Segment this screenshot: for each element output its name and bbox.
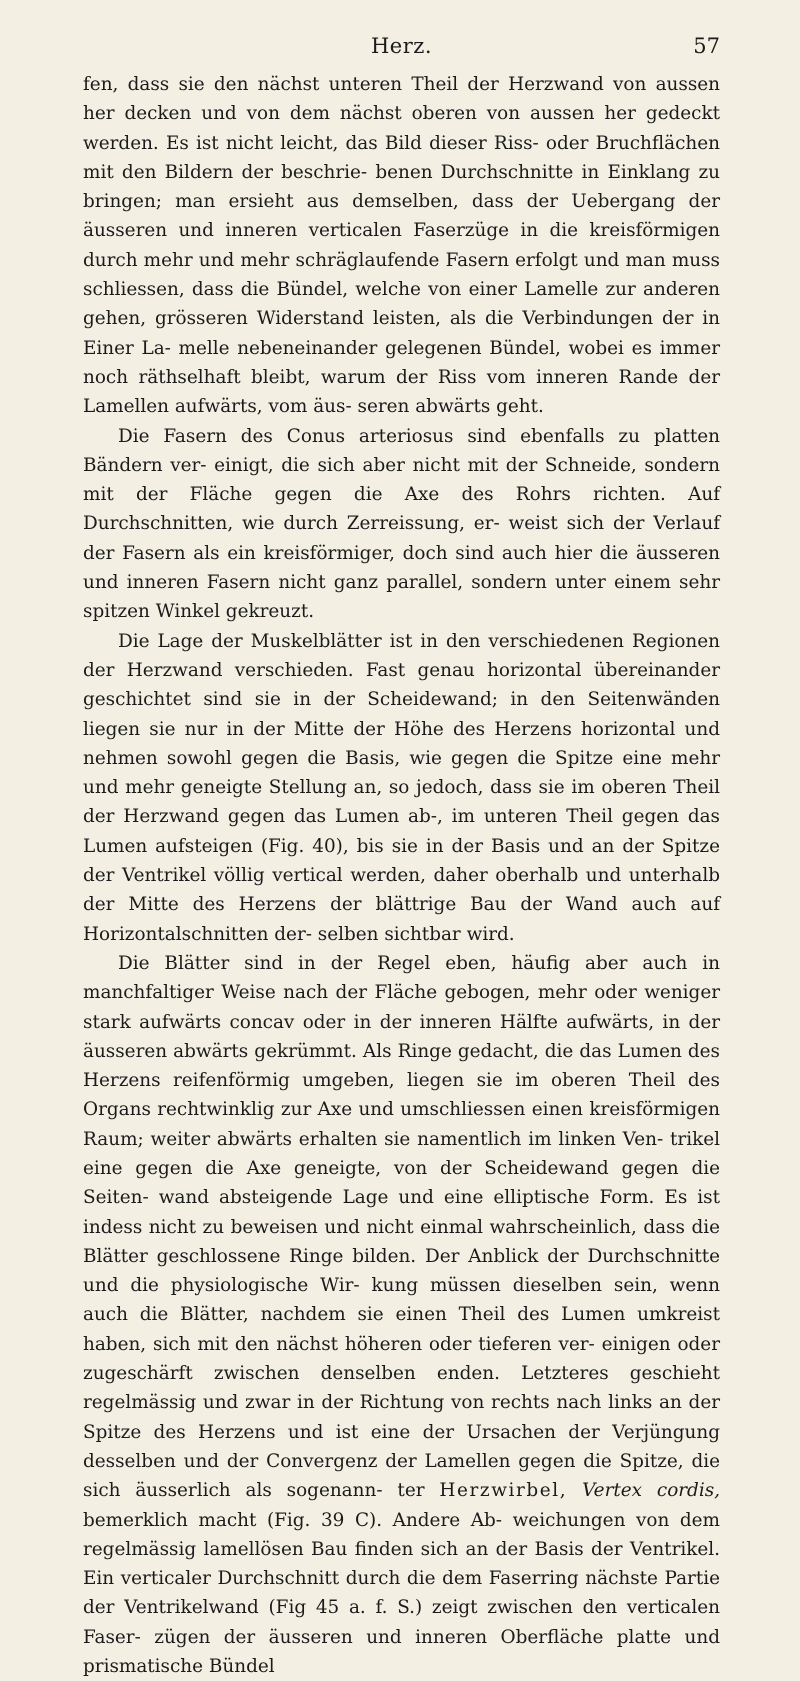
paragraph-continuation: fen, dass sie den nächst unteren Theil der Herzwand von aussen her decken und von dem nächst oberen von aussen her gedeckt werden. Es ist nicht leicht, das Bild dieser Riss- oder Bruchflächen mit den Bildern der beschrie- benen Durchschnitte in Einklang zu bringen; man ersieht aus demselben, dass der Uebergang der äusseren und inneren verticalen Faserzüge in die kreisförmigen durch mehr und mehr schräglaufende Fasern erfolgt und man muss schliessen, dass die Bündel, welche von einer Lamelle zur anderen gehen, grösseren Widerstand leisten, als die Verbindungen der in Einer La- melle nebeneinander gelegenen Bündel, wobei es immer noch räthselhaft bleibt, warum der Riss vom inneren Rande der Lamellen aufwärts, vom äus- seren abwärts geht. [83, 74, 720, 418]
running-title: Herz. [370, 34, 433, 58]
body-text [83, 70, 720, 1681]
paragraph-muskelblaetter-lage: Die Lage der Muskelblätter ist in den verschiedenen Regionen der Herzwand verschieden. Fast genau horizontal übereinander geschichtet sind sie in der Scheidewand; in den Seitenwänden liegen sie nur in der Mitte der Höhe des Herzens horizontal und nehmen sowohl gegen die Basis, wie gegen die Spitze eine mehr und mehr geneigte Stellung an, so jedoch, dass sie im oberen Theil der Herzwand gegen das Lumen ab-, im unteren Theil gegen das Lumen aufsteigen (Fig. 40), bis sie in der Basis und an der Spitze der Ventrikel völlig vertical werden, daher oberhalb und unterhalb der Mitte des Herzens der blättrige Bau der Wand auch auf Horizontalschnitten der- selben sichtbar wird. [83, 630, 720, 945]
paragraph-conus-arteriosus: Die Fasern des Conus arteriosus sind ebenfalls zu platten Bändern ver- einigt, die sich aber nicht mit der Schneide, sondern mit der Fläche gegen die Axe des Rohrs richten. Auf Durchschnitten, wie durch Zerreissung, er- weist sich der Verlauf der Fasern als ein kreisförmiger, doch sind auch hier die äusseren und inneren Fasern nicht ganz parallel, sondern unter einem sehr spitzen Winkel gekreuzt. [83, 425, 720, 623]
running-header [83, 26, 720, 66]
term-herzwirbel: Herzwirbel, [439, 1480, 568, 1502]
paragraph-text-before: Die Blätter sind in der Regel eben, häufig aber auch in manchfaltiger Weise nach der Fläche gebogen, mehr oder weniger stark aufwärts concav oder in der inneren Hälfte aufwärts, in der äusseren abwärts gekrümmt. Als Ringe gedacht, die das Lumen des Herzens reifenförmig umgeben, liegen sie im oberen Theil des Organs rechtwinklig zur Axe und umschliessen einen kreisförmigen Raum; weiter abwärts erhalten sie namentlich im linken Ven- trikel eine gegen die Axe geneigte, von der Scheidewand gegen die Seiten- wand absteigende Lage und eine elliptische Form. Es ist indess nicht zu beweisen und nicht einmal wahrscheinlich, dass die Blätter geschlossene Ringe bilden. Der Anblick der Durchschnitte und die physiologische Wir- kung müssen dieselben sein, wenn auch die Blätter, nachdem sie einen Theil des Lumen umkreist haben, sich mit den nächst höheren oder tieferen ver- einigen oder zugeschärft zwischen denselben enden. Letzteres geschieht regelmässig und zwar in der Richtung von rechts nach links an der Spitze des Herzens und ist eine der Ursachen der Verjüngung desselben und der Convergenz der Lamellen gegen die Spitze, die sich äusserlich als sogenann- ter [83, 952, 720, 1502]
paragraph-blaetter-form [83, 949, 720, 1681]
paragraph-text-after: bemerklich macht (Fig. 39 C). Andere Ab- weichungen von dem regelmässig lamellösen Bau finden sich an der Basis der Ventrikel. Ein verticaler Durchschnitt durch die dem Faserring nächste Partie der Ventrikelwand (Fig 45 a. f. S.) zeigt zwischen den verticalen Faser- zügen der äusseren und inneren Oberfläche platte und prismatische Bündel [83, 1509, 720, 1678]
term-vertex-cordis: Vertex cordis, [582, 1480, 720, 1502]
page-number: 57 [693, 34, 720, 58]
